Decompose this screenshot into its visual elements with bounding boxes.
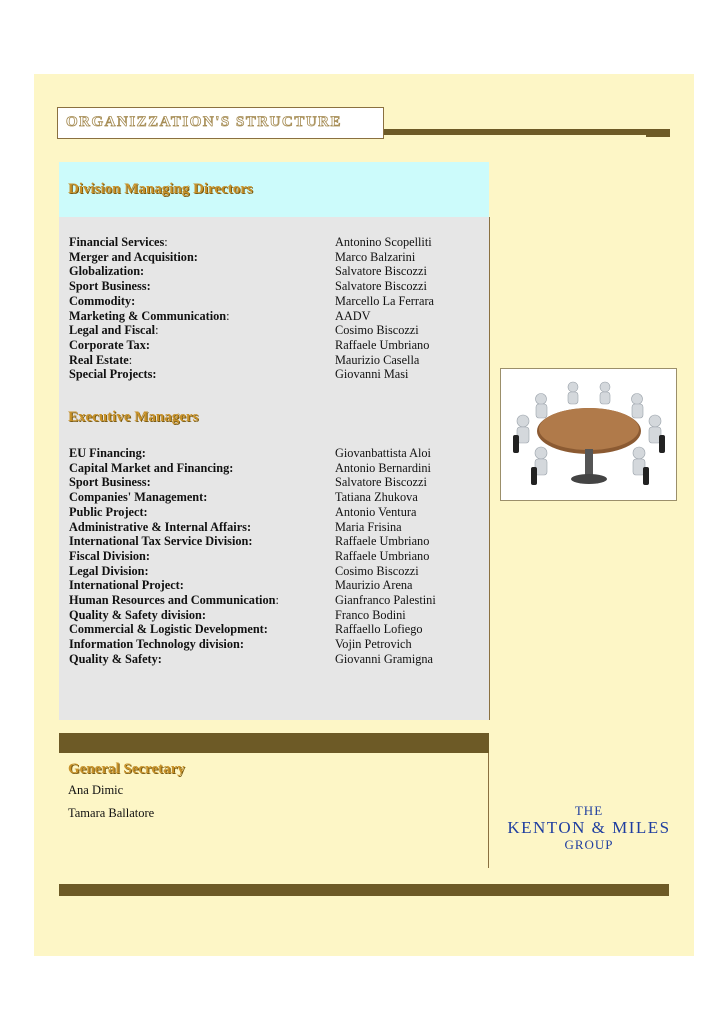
list-item — [69, 309, 489, 324]
person-name: Maurizio Arena — [335, 578, 413, 593]
role-label — [69, 593, 279, 608]
secretary-name: Ana Dimic — [68, 783, 124, 797]
role-label — [69, 446, 146, 461]
role-label — [69, 637, 244, 652]
list-item — [69, 534, 489, 549]
person-name: Gianfranco Palestini — [335, 593, 436, 607]
role-label — [69, 264, 144, 279]
role-text: EU Financing: — [69, 446, 146, 460]
role-label — [69, 367, 157, 382]
role-text: Merger and Acquisition: — [69, 249, 198, 264]
role-text: Commercial & Logistic Development: — [69, 622, 268, 637]
role-label — [69, 279, 151, 294]
role-label — [69, 505, 148, 520]
role-text: Administrative & Internal Affairs: — [69, 519, 252, 534]
role-text: International Tax Service Division: — [69, 534, 253, 549]
logo-line-name: KENTON & MILES — [507, 818, 671, 837]
meeting-illustration — [500, 368, 677, 501]
title-box — [57, 107, 384, 139]
person-name: Giovanbattista Aloi — [335, 446, 431, 460]
section-divider-bar — [59, 733, 489, 753]
role-text: Information Technology division: — [69, 637, 244, 652]
role-colon: : — [128, 352, 133, 367]
role-label — [69, 490, 207, 505]
role-text: Companies' Management: — [69, 490, 208, 505]
role-colon: : — [164, 235, 168, 249]
role-text: Commodity: — [69, 293, 136, 308]
role-text: Legal Division: — [69, 563, 149, 578]
role-label — [69, 549, 150, 564]
person-name: Tatiana Zhukova — [335, 490, 418, 505]
role-label — [69, 338, 150, 353]
company-logo — [505, 803, 673, 853]
list-item — [69, 578, 489, 593]
list-item — [69, 250, 489, 265]
role-label — [69, 235, 168, 250]
role-text: Sport Business: — [69, 475, 151, 490]
list-item — [69, 549, 489, 564]
list-item — [69, 338, 489, 353]
list-item — [69, 461, 489, 476]
role-text: Fiscal Division: — [69, 548, 150, 563]
list-item — [69, 505, 489, 520]
list-item — [69, 490, 489, 505]
role-text: Special Projects: — [69, 367, 157, 382]
list-item — [69, 353, 489, 368]
role-text: Globalization: — [69, 264, 145, 279]
list-item — [69, 323, 489, 338]
title-rule-end — [646, 129, 670, 137]
role-label — [69, 564, 149, 579]
person-name: Salvatore Biscozzi — [335, 264, 427, 279]
role-colon: : — [275, 593, 279, 607]
list-item — [69, 652, 489, 667]
person-name: Cosimo Biscozzi — [335, 563, 419, 578]
secretary-heading: General Secretary — [68, 761, 185, 777]
list-item — [69, 294, 489, 309]
list-item — [69, 475, 489, 490]
page-title: ORGANIZZATION'S STRUCTURE — [66, 114, 343, 130]
role-label — [69, 622, 268, 637]
role-label — [69, 652, 162, 667]
list-item — [69, 608, 489, 623]
person-name: AADV — [335, 308, 371, 323]
list-item — [69, 520, 489, 535]
person-name: Raffaele Umbriano — [335, 548, 430, 563]
footer-bar — [59, 884, 669, 896]
person-name: Antonino Scopelliti — [335, 235, 432, 249]
list-item — [69, 264, 489, 279]
logo-line-group: GROUP — [564, 837, 614, 852]
role-label — [69, 578, 184, 593]
role-label — [69, 250, 198, 265]
person-name: Antonio Bernardini — [335, 460, 431, 475]
role-label — [69, 353, 132, 368]
role-label — [69, 461, 233, 476]
role-text: Marketing & Communication — [69, 308, 227, 323]
role-text: Financial Services — [69, 235, 165, 249]
list-item — [69, 235, 489, 250]
role-text: Real Estate — [69, 352, 129, 367]
role-label — [69, 475, 151, 490]
person-name: Raffaello Lofiego — [335, 622, 423, 637]
person-name: Cosimo Biscozzi — [335, 323, 419, 338]
list-item — [69, 367, 489, 382]
division-heading: Division Managing Directors — [68, 181, 253, 197]
person-name: Antonio Ventura — [335, 504, 417, 519]
role-text: Quality & Safety: — [69, 651, 162, 666]
person-name: Franco Bodini — [335, 607, 406, 622]
role-text: International Project: — [69, 578, 184, 593]
list-item — [69, 279, 489, 294]
vertical-divider — [488, 753, 489, 868]
person-name: Raffaele Umbriano — [335, 337, 430, 352]
role-label — [69, 323, 159, 338]
role-label — [69, 294, 135, 309]
person-name: Maria Frisina — [335, 519, 402, 534]
executive-heading: Executive Managers — [68, 409, 199, 425]
secretary-name: Tamara Ballatore — [68, 806, 155, 820]
role-text: Capital Market and Financing: — [69, 460, 234, 475]
role-label — [69, 608, 206, 623]
role-colon: : — [155, 323, 159, 338]
role-text: Legal and Fiscal — [69, 323, 156, 338]
person-name: Salvatore Biscozzi — [335, 279, 427, 294]
person-name: Salvatore Biscozzi — [335, 475, 427, 490]
role-text: Quality & Safety division: — [69, 607, 206, 622]
role-label — [69, 309, 230, 324]
role-label — [69, 520, 251, 535]
person-name: Vojin Petrovich — [335, 637, 412, 652]
person-name: Marcello La Ferrara — [335, 293, 434, 308]
title-rule — [384, 129, 646, 135]
person-name: Raffaele Umbriano — [335, 534, 430, 549]
list-item — [69, 446, 489, 461]
person-name: Giovanni Gramigna — [335, 651, 434, 666]
meeting-table-icon — [501, 369, 676, 500]
list-item — [69, 622, 489, 637]
person-name: Marco Balzarini — [335, 249, 416, 264]
logo-line-the: THE — [574, 803, 604, 818]
role-text: Public Project: — [69, 504, 148, 519]
list-item — [69, 637, 489, 652]
role-text: Corporate Tax: — [69, 337, 150, 352]
role-label — [69, 534, 252, 549]
person-name: Maurizio Casella — [335, 352, 420, 367]
role-text: Human Resources and Communication — [69, 593, 276, 607]
role-colon: : — [226, 308, 230, 323]
list-item — [69, 593, 489, 608]
role-text: Sport Business: — [69, 279, 151, 294]
person-name: Giovanni Masi — [335, 367, 409, 382]
list-item — [69, 564, 489, 579]
